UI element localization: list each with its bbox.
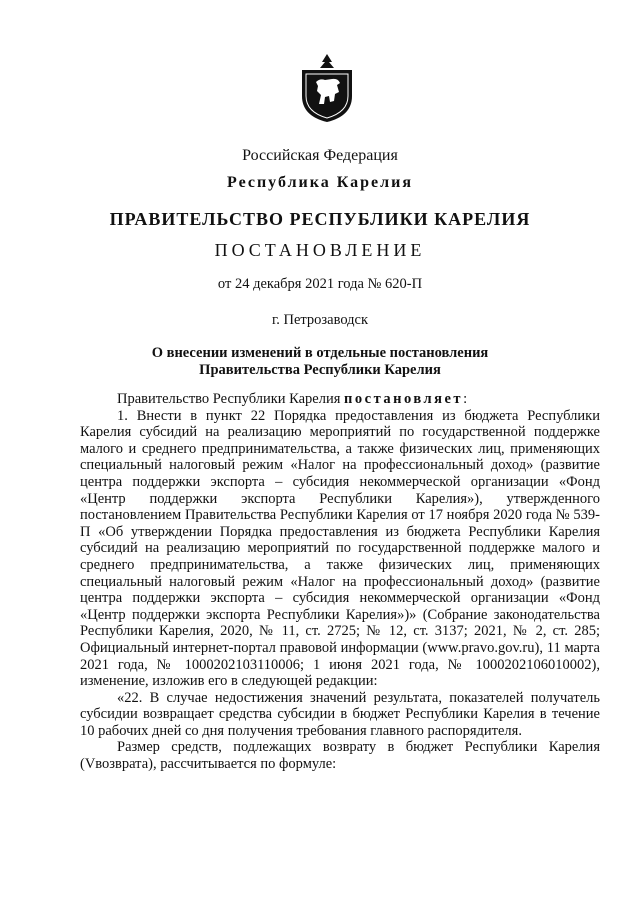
intro-suffix: : [463, 391, 468, 407]
subject-line-1: О внесении изменений в отдельные постановления [151, 345, 489, 361]
paragraph-2: «22. В случае недостижения значений результата, показателей получатель субсидии возвращает средства субсидии в бюджет Республики Карелия в течение 10 рабочих дней со дня получения требования главного распорядителя. [80, 689, 600, 739]
paragraph-3: Размер средств, подлежащих возврату в бюджет Республики Карелия (Vвозврата), рассчитывается по формуле: [80, 739, 600, 773]
document-subject [0, 345, 640, 379]
date-number: от 24 декабря 2021 года № 620-П [217, 276, 423, 292]
intro-prefix: Правительство Республики Карелия [117, 391, 345, 407]
intro-verb: постановляет [344, 391, 464, 407]
government-title: ПРАВИТЕЛЬСТВО РЕСПУБЛИКИ КАРЕЛИЯ [109, 209, 531, 229]
document-body [80, 391, 600, 773]
coat-of-arms-icon [298, 52, 356, 124]
paragraph-1: 1. Внести в пункт 22 Порядка предоставления из бюджета Республики Карелия субсидий на реализацию мероприятий по государственной поддержке малого и среднего предпринимательства, а также физических лиц, применяющих специальный налоговый режим «Налог на профессиональный доход» (развитие центра поддержки экспорта – субсидия некоммерческой организации «Фонд «Центр поддержки экспорта Республики Карелия»), утвержденного постановлением Правительства Республики Карелия от 17 ноября 2020 года № 539-П «Об утверждении Порядка предоставления из бюджета Республики Карелия субсидий на реализацию мероприятий по государственной поддержке малого и среднего предпринимательства, а также физических лиц, применяющих специальный налоговый режим «Налог на профессиональный доход» (развитие центра поддержки экспорта – субсидия некоммерческой организации «Фонд «Центр поддержки экспорта Республики Карелия»)» (Собрание законодательства Республики Карелия, 2020, № 11, ст. 2725; № 12, ст. 3137; 2021, № 2, ст. 285; Официальный интернет-портал правовой информации (www.pravo.gov.ru), 11 марта 2021 года, № 1000202103110006; 1 июня 2021 года, № 1000202106010002), изменение, изложив его в следующей редакции: [80, 407, 600, 690]
intro-paragraph [80, 391, 600, 408]
republic-name: Республика Карелия [227, 174, 413, 191]
country-name: Российская Федерация [242, 147, 398, 164]
city: г. Петрозаводск [271, 312, 369, 328]
document-type: ПОСТАНОВЛЕНИЕ [214, 240, 426, 260]
subject-line-2: Правительства Республики Карелия [199, 362, 441, 378]
